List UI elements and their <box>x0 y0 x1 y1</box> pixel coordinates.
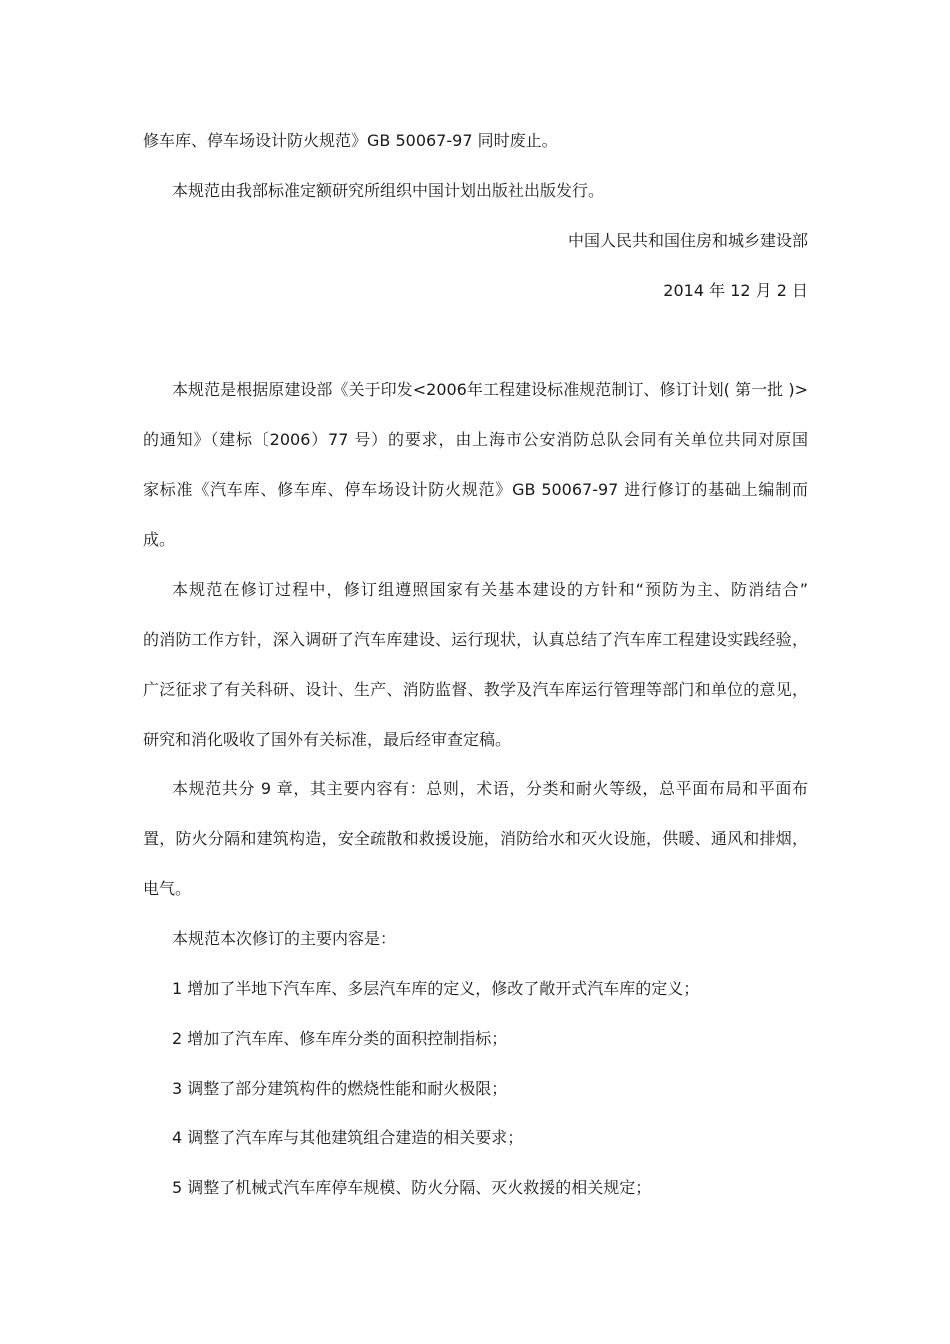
paragraph-1-line-4: 成。 <box>143 530 176 549</box>
paragraph-3-line-2: 置，防火分隔和建筑构造，安全疏散和救援设施，消防给水和灭火设施，供暖、通风和排烟， <box>143 829 808 848</box>
issue-date: 2014 年 12 月 2 日 <box>663 281 808 300</box>
revision-item-4: 4 调整了汽车库与其他建筑组合建造的相关要求； <box>172 1128 524 1147</box>
paragraph-1-line-3: 家标准《汽车库、修车库、停车场设计防火规范》GB 50067-97 进行修订的基础上编制而 <box>143 480 808 499</box>
paragraph-3-line-3: 电气。 <box>143 879 192 898</box>
revision-item-1: 1 增加了半地下汽车库、多层汽车库的定义，修改了敞开式汽车库的定义； <box>172 979 700 998</box>
revision-item-2: 2 增加了汽车库、修车库分类的面积控制指标； <box>172 1029 508 1048</box>
paragraph-2-line-4: 研究和消化吸收了国外有关标准，最后经审查定稿。 <box>143 730 512 749</box>
paragraph-2-line-1: 本规范在修订过程中，修订组遵照国家有关基本建设的方针和“预防为主、防消结合” <box>172 580 808 599</box>
revision-intro: 本规范本次修订的主要内容是： <box>172 929 397 948</box>
closing-line-2: 本规范由我部标准定额研究所组织中国计划出版社出版发行。 <box>172 181 605 200</box>
paragraph-1-line-1: 本规范是根据原建设部《关于印发<2006年工程建设标准规范制订、修订计划( 第一批 )> <box>172 380 808 399</box>
revision-item-5: 5 调整了机械式汽车库停车规模、防火分隔、灭火救援的相关规定； <box>172 1178 652 1197</box>
revision-item-3: 3 调整了部分建筑构件的燃烧性能和耐火极限； <box>172 1079 508 1098</box>
issuer-name: 中国人民共和国住房和城乡建设部 <box>567 231 808 250</box>
paragraph-2-line-2: 的消防工作方针，深入调研了汽车库建设、运行现状，认真总结了汽车库工程建设实践经验， <box>143 630 808 649</box>
paragraph-3-line-1: 本规范共分 9 章，其主要内容有：总则，术语，分类和耐火等级，总平面布局和平面布 <box>172 779 808 798</box>
closing-line-1: 修车库、停车场设计防火规范》GB 50067-97 同时废止。 <box>143 131 558 150</box>
paragraph-2-line-3: 广泛征求了有关科研、设计、生产、消防监督、教学及汽车库运行管理等部门和单位的意见， <box>143 680 808 699</box>
paragraph-1-line-2: 的通知》（建标〔2006）77 号）的要求，由上海市公安消防总队会同有关单位共同对原国 <box>143 430 808 449</box>
